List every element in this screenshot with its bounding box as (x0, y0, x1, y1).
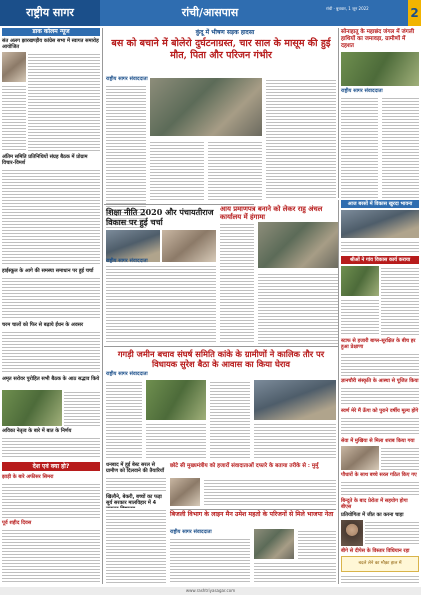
divider-banner (104, 346, 338, 347)
page-number: 2 (408, 0, 421, 26)
lower-right-headline: बिन्दुते के बाद प्रेरोता में सहयोग होगा बीएस (341, 498, 408, 510)
protest-headline: आय प्रमाणपत्र बनाने को लेकर राहु अंचल कार्यालय में हंगामा (220, 205, 323, 221)
left-info-heading-1: झाड़ी के बारे अफीसर सिमरा (2, 474, 54, 480)
left-headline-6: अविका नेतृत्व के बारे में बात के निर्णय (2, 428, 72, 434)
left-info-text-1 (2, 482, 100, 518)
left-headline-3: हाईस्कूल के आगे की समस्या समाधान पर हुई चर्चा (2, 268, 94, 274)
electric-headline: बिजली विभाग के लाइन मैन उमेश महतो के परिजनों से मिले भाजपा नेता (170, 511, 334, 518)
right-subhead-5: पौधारों के साथ बच्चे सरल गठित किए गए (341, 472, 417, 478)
electric-photo (254, 529, 294, 559)
top-kicker: कुंदू में भीषण सड़क हादसा (195, 29, 255, 36)
top-right-byline: राष्ट्रीय सागर संवाददाता (341, 88, 383, 94)
left-text-block-6 (2, 436, 100, 458)
lower-right-text-2 (341, 574, 419, 584)
left-text-block-2 (2, 168, 100, 266)
protest-photo (258, 222, 338, 268)
top-photo-accident (150, 78, 262, 136)
right-red-band: श्रीओं ने गांव विकास कार्य कराया (341, 256, 419, 264)
top-right-photo (341, 52, 419, 86)
lower-photo-1 (146, 380, 206, 420)
left-photo-2 (2, 390, 62, 426)
education-headline: शिक्षा नीति 2020 और पंचायतीराज विकास पर हुई चर्चा (106, 207, 214, 227)
lower-text-1 (106, 380, 142, 460)
top-byline: राष्ट्रीय सागर संवाददाता (106, 76, 148, 82)
date-line: रांची · बुधवार, 1 जून 2022 (320, 0, 408, 26)
top-text-col-4 (266, 78, 336, 200)
lower-text-4 (254, 422, 336, 460)
top-text-col-1 (106, 84, 146, 254)
masthead (0, 0, 421, 26)
left-text-block-1b (2, 84, 26, 152)
right-subhead-3: स्वर्ण मेरे मैं ऊँगा को पुराने वर्षीय मूल्य होंगे (341, 408, 419, 414)
lower-text-6 (106, 508, 166, 584)
right-text-4 (341, 352, 419, 376)
left-text-block-3 (2, 276, 100, 320)
education-photo-2 (162, 230, 216, 262)
lower-text-5 (106, 476, 166, 492)
left-text-block-1 (28, 52, 100, 152)
right-text-2 (381, 266, 419, 336)
right-photo-2 (341, 266, 379, 296)
lower-right-text-1 (365, 520, 419, 546)
left-info-heading-2: पूर्व शहीद दिवस (2, 520, 32, 526)
section-title: रांची/आसपास (100, 0, 320, 26)
lower-text-3 (210, 380, 250, 460)
top-headline: बस को बचाने में बोलेरो दुर्घटनाग्रस्त, चार साल के मासूम की हुई मौत, पिता और परिजन गंभीर (111, 38, 331, 61)
education-text (106, 264, 216, 344)
right-text-6 (341, 416, 419, 436)
right-text-5 (341, 386, 419, 406)
left-info-text-2 (2, 528, 100, 582)
right-text-3 (341, 298, 379, 336)
top-text-col-3 (208, 140, 262, 200)
cm-text (204, 478, 336, 506)
lower-text-2 (146, 422, 206, 460)
column-divider-left (102, 28, 103, 584)
top-text-col-2 (150, 140, 204, 200)
right-subhead-4: सेवा में मुखिया से मिला शराब किया गया (341, 438, 415, 444)
right-text-1 (341, 240, 419, 254)
left-headline-5: अमृत सरोवर पुरोहित सभी बैठक के आठ सद्भाव किये (2, 376, 100, 382)
lower-right-portrait (341, 520, 363, 546)
lower-right-subhead: प्रतियोगिता में जीत का करना चाहा (341, 512, 404, 518)
lower-right-subhead-2: बीगे से दीपेस के विस्तार विधियान रहा (341, 548, 410, 554)
electric-text-3 (298, 529, 336, 559)
left-column-band: डाक कोलम न्यूज (2, 28, 100, 36)
left-headline-4: चरम चालों को फिर से बढ़ाये ईंधन के अवसर (2, 322, 84, 328)
electric-text-2 (254, 561, 336, 584)
left-text-block-5 (64, 390, 100, 426)
right-text-8 (341, 480, 419, 496)
left-headline-1: संत अलग झारखण्ड़ीय कांग्रेस सभा में स्वागत समारोह आयोजित (2, 38, 99, 50)
protest-text-1 (220, 222, 254, 344)
cm-photo (170, 478, 200, 506)
footer[interactable]: www.rashtriyasagar.com (0, 587, 421, 595)
banner-byline: राष्ट्रीय सागर संवाददाता (106, 371, 148, 377)
left-info-band: देश एवं क्या हो? (2, 462, 100, 471)
column-divider-top-right (338, 28, 339, 198)
electric-byline: राष्ट्रीय सागर संवाददाता (170, 529, 212, 535)
protest-text-2 (258, 272, 338, 344)
lower-photo-2 (254, 380, 336, 420)
right-photo-1 (341, 210, 419, 238)
left-headline-2: अंतिम समिति प्रतिनिधियों संग्रह बैठक में प्रोग्राम विचार-विमर्श (2, 154, 88, 166)
cm-headline: छोटे सी मुख्यमंत्रीय को हजारों संवादाताओं दफ्तरे के बताया तरीके से : मुर्मु (170, 463, 319, 469)
right-blue-band: आज बरसों में विकास खुरदा भावना (341, 200, 419, 208)
left-photo-1 (2, 52, 26, 82)
divider-electric (170, 509, 336, 510)
lower-right-tag: बदले लेने का मौक़ा हाल में (341, 556, 419, 572)
banner-headline: गगड़ी जमीन बचाव संघर्ष समिति कांके के ग्रामीणों ने कालिक तौर पर विधायक सुरेश बैठा के आवास का किया घेराव (117, 349, 325, 369)
middle-byline: राष्ट्रीय सागर संवाददाता (106, 258, 148, 264)
right-subhead-1: स्टाफ से हजारी बाग्ल-सूरक्षित के बीच हर हुआ प्रेक्षाणा (341, 338, 416, 350)
top-right-headline: सोनाहातू के महाछंद जंगल में जंगली हाथियों का जमावड़ा, ग्रामीणों में दहशत (341, 29, 415, 49)
electric-text-1 (170, 537, 250, 584)
right-photo-3 (341, 446, 379, 470)
small-headline-1: धनबाद में हुई बेस्ट सरल से ग्रामीण को दिलवाने की तैयारियाँ (106, 462, 165, 474)
left-text-block-4 (2, 330, 100, 374)
column-divider-right (338, 200, 339, 584)
paper-name: राष्ट्रीय सागर (0, 0, 100, 26)
top-right-text-1 (341, 96, 378, 198)
small-headline-2: खिलौने, बेकरी, बच्चों का फड़ा सूर्य सरकार मालविहार में 4 (106, 494, 162, 506)
right-subhead-2: ज्ञानचौरी संस्कृति के आस्था से पूजित किया (341, 378, 419, 384)
top-right-text-2 (382, 96, 419, 198)
right-text-7 (381, 446, 419, 470)
